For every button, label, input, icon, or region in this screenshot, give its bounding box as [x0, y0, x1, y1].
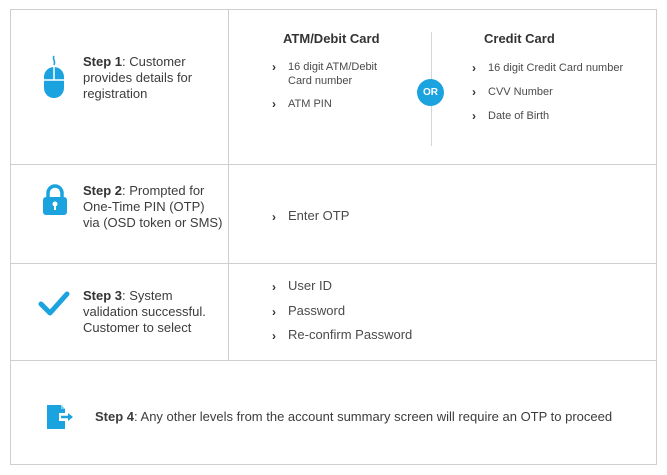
atm-item-card-number: › 16 digit ATM/Debit Card number	[272, 60, 378, 87]
credit-item-dob: › Date of Birth	[472, 109, 550, 123]
chevron-right-icon: ›	[272, 97, 276, 111]
step-3-text: Step 3: System validation successful. Customer to select	[83, 288, 206, 335]
step-2-text: Step 2: Prompted for One-Time PIN (OTP) via (OSD token or SMS)	[83, 183, 223, 230]
step-3-row	[11, 264, 656, 361]
credentials-cell	[229, 264, 656, 360]
chevron-right-icon: ›	[272, 210, 276, 224]
credit-item-card-number: › 16 digit Credit Card number	[472, 61, 624, 75]
checkmark-icon	[38, 291, 70, 317]
registration-steps-table	[10, 9, 657, 465]
chevron-right-icon: ›	[272, 305, 276, 319]
atm-item-pin: › ATM PIN	[272, 97, 332, 111]
credential-item-reconfirm: › Re-confirm Password	[272, 327, 413, 343]
chevron-right-icon: ›	[472, 61, 476, 75]
step-1-cell	[11, 10, 229, 164]
otp-item: › Enter OTP	[272, 208, 350, 224]
otp-cell	[229, 165, 656, 263]
chevron-right-icon: ›	[272, 60, 276, 74]
chevron-right-icon: ›	[272, 329, 276, 343]
chevron-right-icon: ›	[272, 280, 276, 294]
credential-item-user-id: › User ID	[272, 278, 333, 294]
step-2-cell	[11, 165, 229, 263]
step-1-text: Step 1: Customer provides details for registration	[83, 54, 193, 101]
or-badge: OR	[417, 79, 444, 106]
credential-item-password: › Password	[272, 303, 346, 319]
step-4-row	[11, 361, 656, 465]
credit-item-cvv: › CVV Number	[472, 85, 553, 99]
lock-icon	[41, 184, 69, 216]
atm-card-title: ATM/Debit Card	[283, 31, 380, 46]
step-1-row	[11, 10, 656, 165]
mouse-icon	[43, 55, 65, 99]
step-2-row	[11, 165, 656, 264]
chevron-right-icon: ›	[472, 109, 476, 123]
step-3-cell	[11, 264, 229, 360]
logout-icon	[45, 403, 75, 431]
step-4-text: Step 4: Any other levels from the account summary screen will require an OTP to proceed	[95, 409, 613, 424]
card-options-cell	[229, 10, 656, 164]
chevron-right-icon: ›	[472, 85, 476, 99]
credit-card-title: Credit Card	[484, 31, 555, 46]
